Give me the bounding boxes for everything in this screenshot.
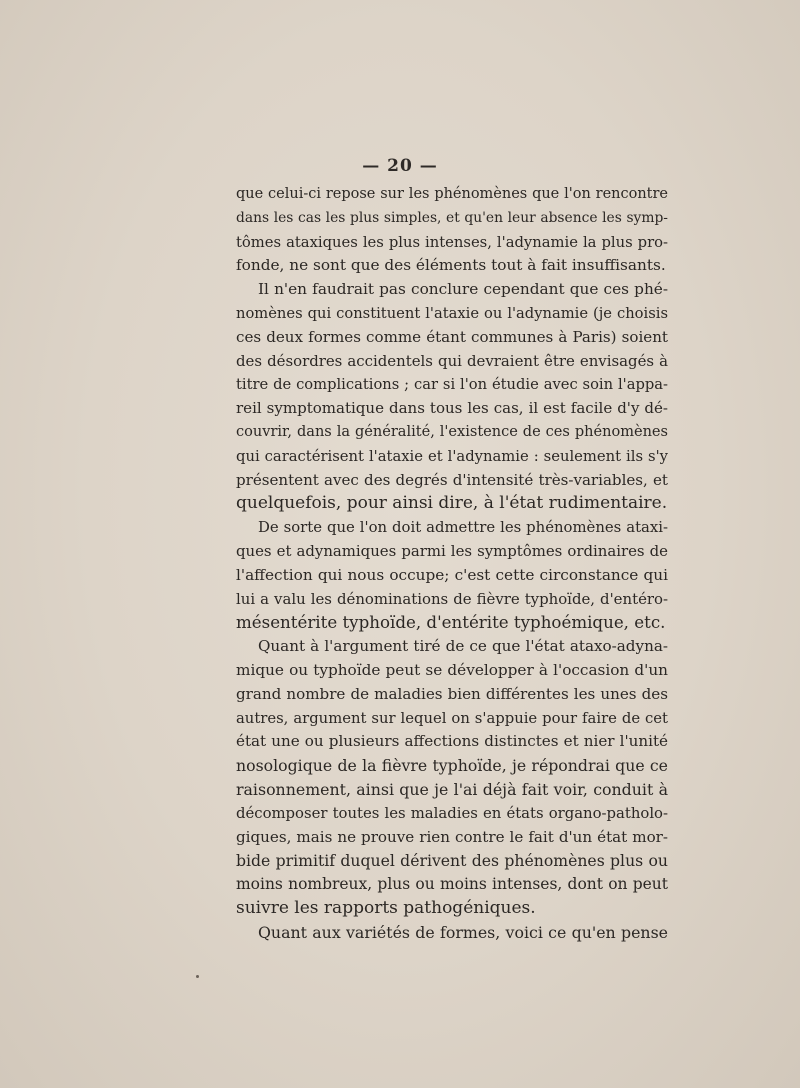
text-line: tômes ataxiques les plus intenses, l'adynamie la plus pro- bbox=[236, 233, 668, 251]
text-line: des désordres accidentels qui devraient être envisagés à bbox=[236, 351, 668, 370]
page-number: — 20 — bbox=[362, 156, 438, 176]
text-line: nomènes qui constituent l'ataxie ou l'adynamie (je choisis bbox=[236, 304, 668, 322]
text-line: suivre les rapports pathogéniques. bbox=[236, 897, 536, 918]
text-line: autres, argument sur lequel on s'appuie pour faire de cet bbox=[236, 709, 668, 727]
text-line: quelquefois, pour ainsi dire, à l'état rudimentaire. bbox=[236, 493, 668, 514]
text-line: De sorte que l'on doit admettre les phénomènes ataxi- bbox=[258, 519, 668, 537]
text-line: lui a valu les dénominations de fièvre typhoïde, d'entéro- bbox=[236, 589, 668, 608]
text-line: moins nombreux, plus ou moins intenses, dont on peut bbox=[236, 875, 668, 894]
text-line: raisonnement, ainsi que je l'ai déjà fait voir, conduit à bbox=[236, 779, 668, 799]
text-line: dans les cas les plus simples, et qu'en leur absence les symp- bbox=[236, 209, 668, 226]
text-line: mésentérite typhoïde, d'entérite typhoémique, etc. bbox=[236, 613, 666, 633]
text-line: ces deux formes comme étant communes à Paris) soient bbox=[236, 327, 668, 346]
text-line: mique ou typhoïde peut se développer à l'occasion d'un bbox=[236, 660, 668, 679]
text-line: giques, mais ne prouve rien contre le fait d'un état mor- bbox=[236, 827, 668, 846]
text-line: Quant à l'argument tiré de ce que l'état ataxo-adyna- bbox=[258, 637, 668, 656]
text-line: Il n'en faudrait pas conclure cependant que ces phé- bbox=[258, 280, 668, 299]
paper-speck bbox=[196, 975, 199, 978]
text-line: reil symptomatique dans tous les cas, il est facile d'y dé- bbox=[236, 399, 668, 418]
text-line: décomposer toutes les maladies en états organo-patholo- bbox=[236, 804, 668, 822]
body-text bbox=[236, 183, 668, 945]
text-line: nosologique de la fièvre typhoïde, je répondrai que ce bbox=[236, 756, 668, 776]
text-line: titre de complications ; car si l'on étudie avec soin l'appa- bbox=[236, 376, 668, 394]
text-line: Quant aux variétés de formes, voici ce qu'en pense bbox=[258, 922, 668, 942]
text-line: l'affection qui nous occupe; c'est cette circonstance qui bbox=[236, 565, 668, 584]
text-line: fonde, ne sont que des éléments tout à fait insuffisants. bbox=[236, 256, 666, 275]
text-line: ques et adynamiques parmi les symptômes ordinaires de bbox=[236, 541, 668, 560]
text-line: couvrir, dans la généralité, l'existence de ces phénomènes bbox=[236, 423, 668, 440]
text-line: que celui-ci repose sur les phénomènes que l'on rencontre bbox=[236, 186, 668, 202]
text-line: état une ou plusieurs affections distinctes et nier l'unité bbox=[236, 732, 668, 751]
text-line: qui caractérisent l'ataxie et l'adynamie : seulement ils s'y bbox=[236, 447, 668, 465]
text-line: présentent avec des degrés d'intensité très-variables, et bbox=[236, 470, 668, 489]
text-line: grand nombre de maladies bien différentes les unes des bbox=[236, 684, 668, 703]
text-line: bide primitif duquel dérivent des phénomènes plus ou bbox=[236, 851, 668, 871]
